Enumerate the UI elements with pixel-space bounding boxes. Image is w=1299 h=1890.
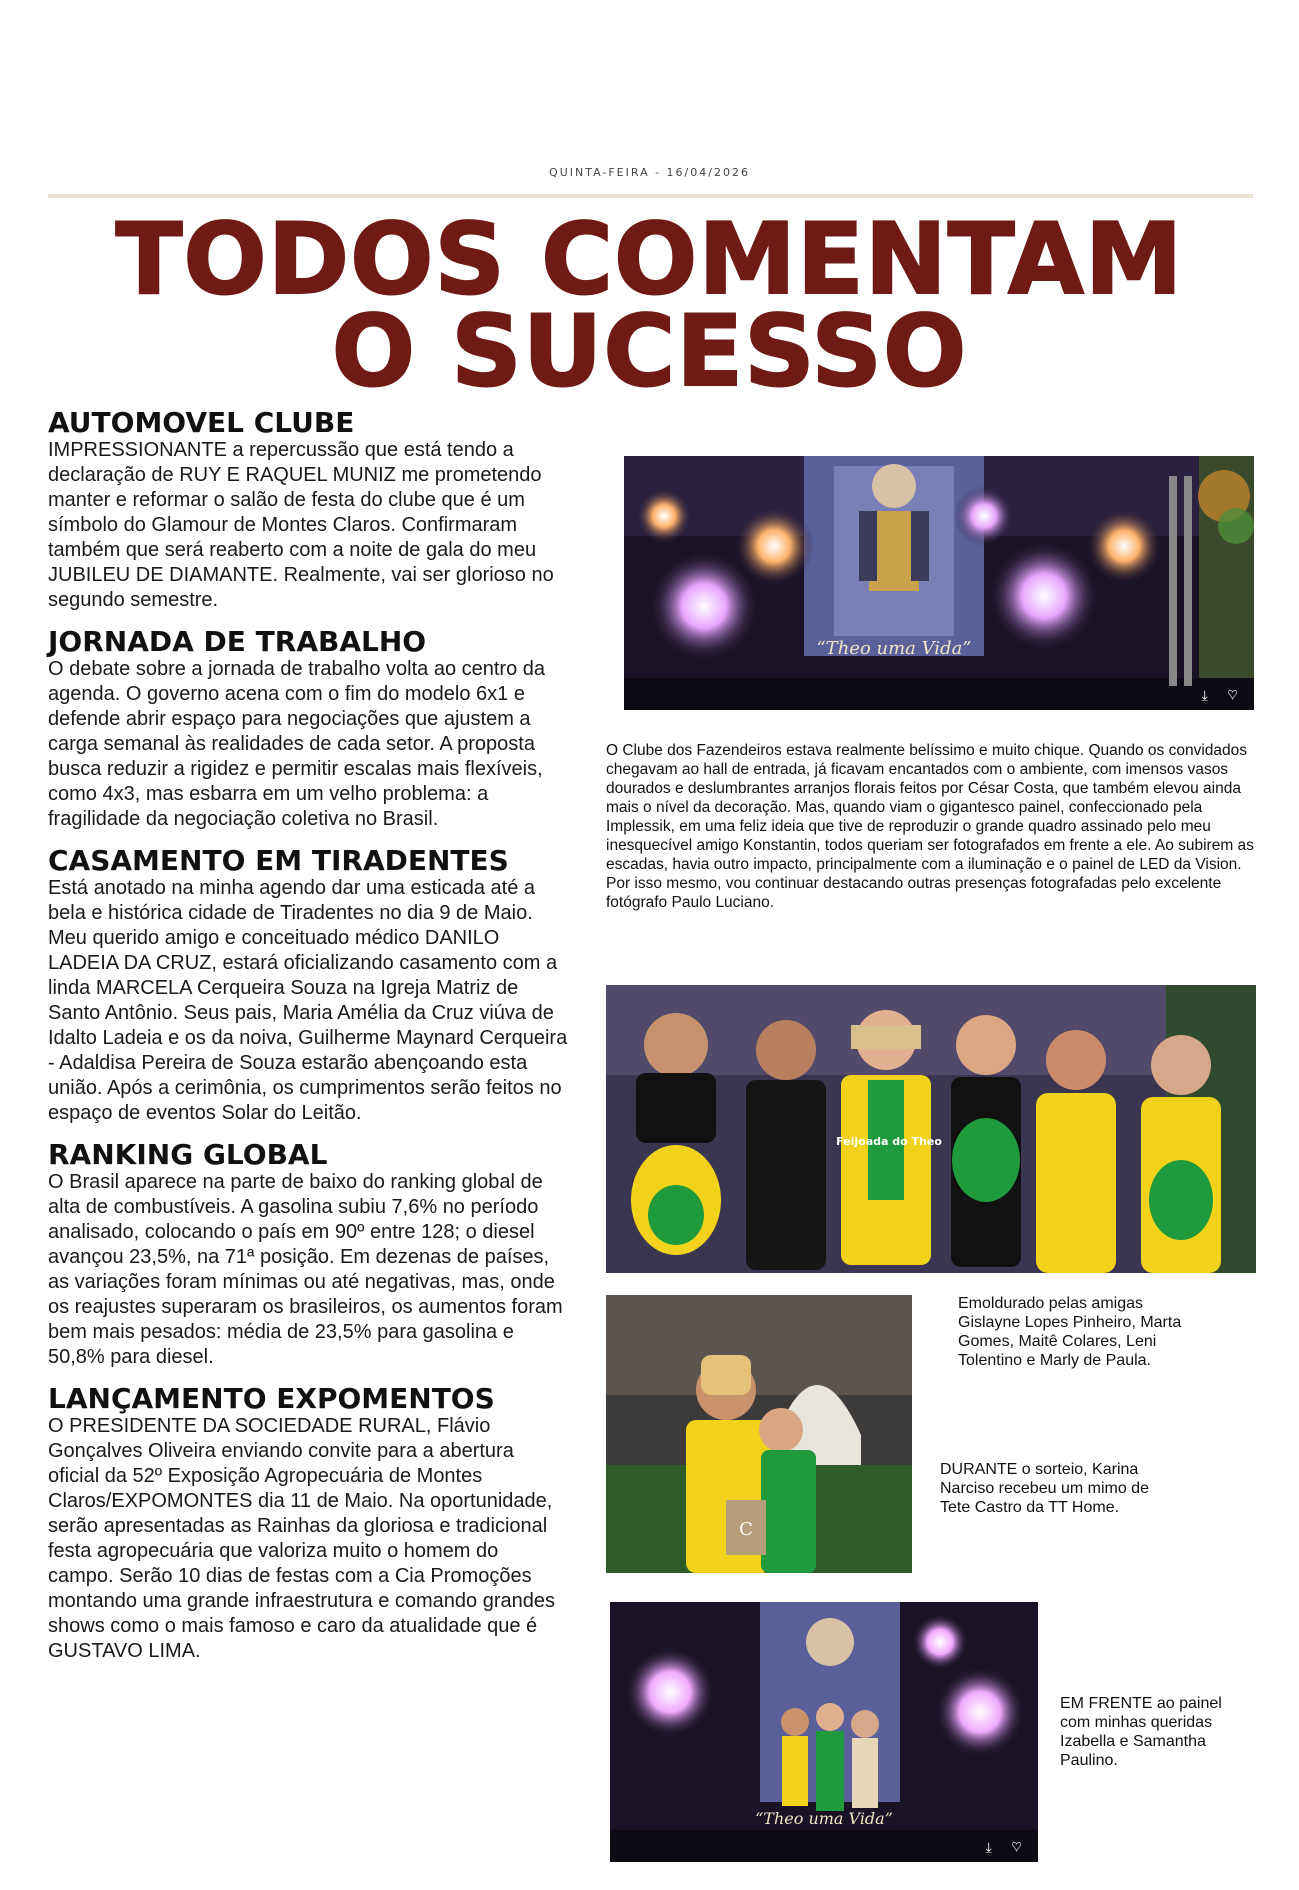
photo-theo-uma-vida-panel [624, 456, 1254, 710]
section-body: O debate sobre a jornada de trabalho volta ao centro da agenda. O governo acena com o fim do modelo 6x1 e defende abrir espaço para negociações que ajustem a carga semanal às realidades de cada setor. A proposta busca reduzir a rigidez e permitir escalas mais flexíveis, como 4x3, mas esbarra em um velho problema: a fragilidade da negociação coletiva no Brasil. [48, 658, 546, 830]
photo-in-front-of-panel [610, 1602, 1038, 1862]
section-title: JORNADA DE TRABALHO [48, 625, 427, 658]
section-ranking-global [48, 1140, 568, 1370]
photo4-banner-text: “Theo uma Vida” [755, 1809, 893, 1828]
bag-logo-text: C [739, 1519, 753, 1540]
photo1-icons [1202, 687, 1238, 704]
heart-icon[interactable]: ♡ [1011, 1839, 1022, 1855]
photo-raffle-illustration [606, 1295, 912, 1573]
photo4-caption: EM FRENTE ao painel com minhas queridas Izabella e Samantha Paulino. [1060, 1695, 1222, 1769]
photo2-caption: Emoldurado pelas amigas Gislayne Lopes Pinheiro, Marta Gomes, Maitê Colares, Leni Tolentino e Marly de Paula. [958, 1295, 1182, 1369]
section-casamento-em-tiradentes [48, 846, 568, 1126]
photo1-caption: O Clube dos Fazendeiros estava realmente belíssimo e muito chique. Quando os convidados chegavam ao hall de entrada, já ficavam encantados com o ambiente, com imensos vasos dourados e deslumbrantes arranjos florais feitos por César Costa, que também elevou ainda mais o nível da decoração. Mas, quando viam o gigantesco painel, confeccionado pela Implessik, em uma feliz ideia que tive de reproduzir o grande quadro assinado pelo meu inesquecível amigo Konstantin, todos queriam ser fotografados em frente a ele. Ao subirem as escadas, havia outro impacto, principalmente com a iluminação e o painel de LED da Vision. Por isso mesmo, vou continuar destacando outras presenças fotografadas pelo excelente fotógrafo Paulo Luciano. [606, 742, 1254, 911]
section-body: O PRESIDENTE DA SOCIEDADE RURAL, Flávio Gonçalves Oliveira enviando convite para a abertura oficial da 52º Exposição Agropecuária de Montes Claros/EXPOMONTES dia 11 de Maio. Na oportunidade, serão apresentadas as Rainhas da gloriosa e tradicional festa agropecuária que valoriza muito o homem do campo. Serão 10 dias de festas com a Cia Promoções montando uma grande infraestrutura e comando grandes shows como o mais famoso e caro da atualidade que é GUSTAVO LIMA. [48, 1415, 555, 1662]
header-rule [48, 194, 1253, 198]
photo1-banner-text: “Theo uma Vida” [816, 638, 972, 659]
section-lancamento-expomentos [48, 1384, 568, 1664]
headline-line-1: TODOS COMENTAM [115, 203, 1184, 317]
download-icon[interactable]: ⤓ [985, 1839, 992, 1855]
section-body: Está anotado na minha agendo dar uma esticada até a bela e histórica cidade de Tiradentes no dia 9 de Maio. Meu querido amigo e conceituado médico DANILO LADEIA DA CRUZ, estará oficializando casamento com a linda MARCELA Cerqueira Souza na Igreja Matriz de Santo Antônio. Seus pais, Maria Amélia da Cruz viúva de Idalto Ladeia e os da noiva, Guilherme Maynard Cerqueira - Adaldisa Pereira de Souza estarão abençoando esta união. Após a cerimônia, os cumprimentos serão feitos no espaço de eventos Solar do Leitão. [48, 877, 568, 1124]
section-title: AUTOMOVEL CLUBE [48, 406, 355, 439]
heart-icon[interactable]: ♡ [1227, 687, 1238, 703]
headline [0, 203, 1299, 409]
dateline: QUINTA-FEIRA - 16/04/2026 [549, 166, 750, 179]
section-title: LANÇAMENTO EXPOMENTOS [48, 1382, 495, 1415]
headline-line-2: O SUCESSO [331, 295, 968, 409]
photo3-caption: DURANTE o sorteio, Karina Narciso recebeu um mimo de Tete Castro da TT Home. [940, 1461, 1149, 1516]
section-body: IMPRESSIONANTE a repercussão que está tendo a declaração de RUY E RAQUEL MUNIZ me prometendo manter e reformar o salão de festa do clube que é um símbolo do Glamour de Montes Claros. Confirmaram também que será reaberto com a noite de gala do meu JUBILEU DE DIAMANTE. Realmente, vai ser glorioso no segundo semestre. [48, 439, 554, 611]
section-title: CASAMENTO EM TIRADENTES [48, 844, 509, 877]
section-jornada-de-trabalho [48, 627, 568, 832]
section-title: RANKING GLOBAL [48, 1138, 328, 1171]
left-column [48, 408, 568, 1678]
photo4-icons [986, 1839, 1022, 1856]
photo-raffle [606, 1295, 912, 1573]
photo-panel2-illustration [610, 1602, 1038, 1862]
section-body: O Brasil aparece na parte de baixo do ranking global de alta de combustíveis. A gasolina subiu 7,6% no período analisado, colocando o país em 90º entre 128; o diesel avançou 23,5%, na 71ª posição. Em dezenas de países, as variações foram mínimas ou até negativas, mas, onde os reajustes superaram os brasileiros, os aumentos foram bem mais pesados: média de 23,5% para gasolina e 50,8% para diesel. [48, 1171, 563, 1368]
download-icon[interactable]: ⤓ [1201, 687, 1208, 703]
photo-group-friends [606, 985, 1256, 1273]
photo-panel-illustration [624, 456, 1254, 710]
photo-group-illustration [606, 985, 1256, 1273]
shirt-logo-text: Feijoada do Theo [836, 1135, 942, 1148]
section-automovel-clube [48, 408, 568, 613]
